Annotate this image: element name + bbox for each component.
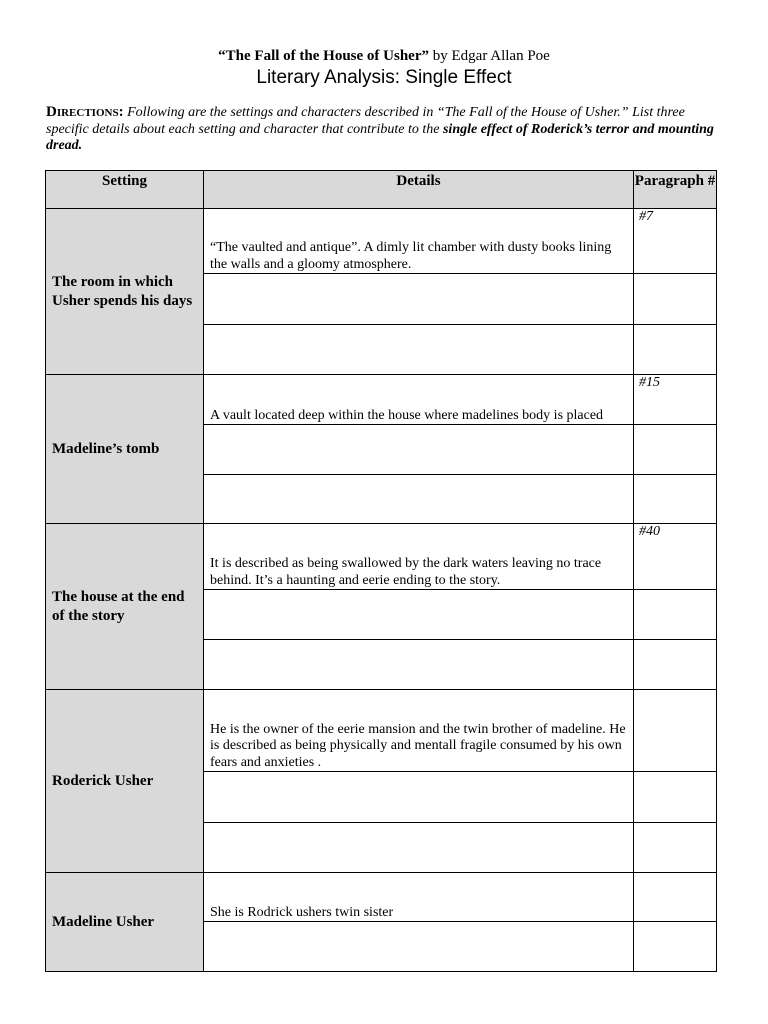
- setting-cell: The room in which Usher spends his days: [46, 209, 204, 375]
- detail-text: He is the owner of the eerie mansion and the twin brother of madeline. He is described as being physically and mentall fragile consumed by his own fears and anxieties .: [210, 721, 626, 770]
- table-row: [46, 873, 717, 922]
- header-details: Details: [204, 171, 634, 209]
- detail-cell[interactable]: [204, 475, 634, 524]
- table-row: [46, 209, 717, 274]
- directions-label: Directions:: [46, 104, 124, 120]
- detail-cell[interactable]: [204, 690, 634, 772]
- detail-text: “The vaulted and antique”. A dimly lit chamber with dusty books lining the walls and a gloomy atmosphere.: [210, 240, 612, 272]
- detail-cell[interactable]: [204, 590, 634, 640]
- detail-cell[interactable]: [204, 772, 634, 823]
- detail-cell[interactable]: [204, 325, 634, 375]
- header-row: [46, 171, 717, 209]
- paragraph-cell[interactable]: [634, 325, 717, 375]
- detail-cell[interactable]: [204, 375, 634, 425]
- paragraph-cell[interactable]: #40: [634, 524, 717, 590]
- detail-cell[interactable]: [204, 873, 634, 922]
- detail-text: She is Rodrick ushers twin sister: [210, 904, 394, 920]
- detail-cell[interactable]: [204, 425, 634, 475]
- detail-cell[interactable]: [204, 640, 634, 690]
- setting-cell: Roderick Usher: [46, 690, 204, 873]
- table-row: [46, 690, 717, 772]
- paragraph-cell[interactable]: [634, 772, 717, 823]
- directions-emphasis: single effect of Roderick’s terror and mounting dread.: [46, 121, 714, 153]
- paragraph-cell[interactable]: [634, 690, 717, 772]
- paragraph-cell[interactable]: [634, 823, 717, 873]
- directions: [46, 104, 722, 155]
- analysis-table: [45, 170, 717, 972]
- detail-cell[interactable]: [204, 209, 634, 274]
- story-title: “The Fall of the House of Usher”: [218, 48, 429, 64]
- setting-cell: Madeline Usher: [46, 873, 204, 972]
- paragraph-cell[interactable]: [634, 425, 717, 475]
- detail-cell[interactable]: [204, 524, 634, 590]
- paragraph-cell[interactable]: [634, 274, 717, 325]
- setting-cell: Madeline’s tomb: [46, 375, 204, 524]
- detail-cell[interactable]: [204, 823, 634, 873]
- paragraph-cell[interactable]: #15: [634, 375, 717, 425]
- header-paragraph: Paragraph #: [634, 171, 717, 209]
- detail-text: A vault located deep within the house where madelines body is placed: [210, 407, 604, 423]
- paragraph-cell[interactable]: [634, 475, 717, 524]
- directions-text: Following are the settings and characters described in “The Fall of the House of Usher.” List three specific details about each setting and character that contribute to the: [46, 105, 685, 137]
- paragraph-cell[interactable]: [634, 873, 717, 922]
- document-header: [0, 46, 768, 90]
- paragraph-cell[interactable]: #7: [634, 209, 717, 274]
- setting-cell: The house at the end of the story: [46, 524, 204, 690]
- table-row: [46, 524, 717, 590]
- detail-cell[interactable]: [204, 274, 634, 325]
- detail-cell[interactable]: [204, 922, 634, 972]
- paragraph-cell[interactable]: [634, 590, 717, 640]
- paragraph-cell[interactable]: [634, 640, 717, 690]
- page-subtitle: Literary Analysis: Single Effect: [256, 67, 512, 88]
- title-line: [0, 46, 768, 66]
- detail-text: It is described as being swallowed by the dark waters leaving no trace behind. It’s a haunting and eerie ending to the story.: [210, 556, 602, 588]
- paragraph-cell[interactable]: [634, 922, 717, 972]
- header-setting: Setting: [46, 171, 204, 209]
- author: by Edgar Allan Poe: [432, 48, 550, 64]
- table-row: [46, 375, 717, 425]
